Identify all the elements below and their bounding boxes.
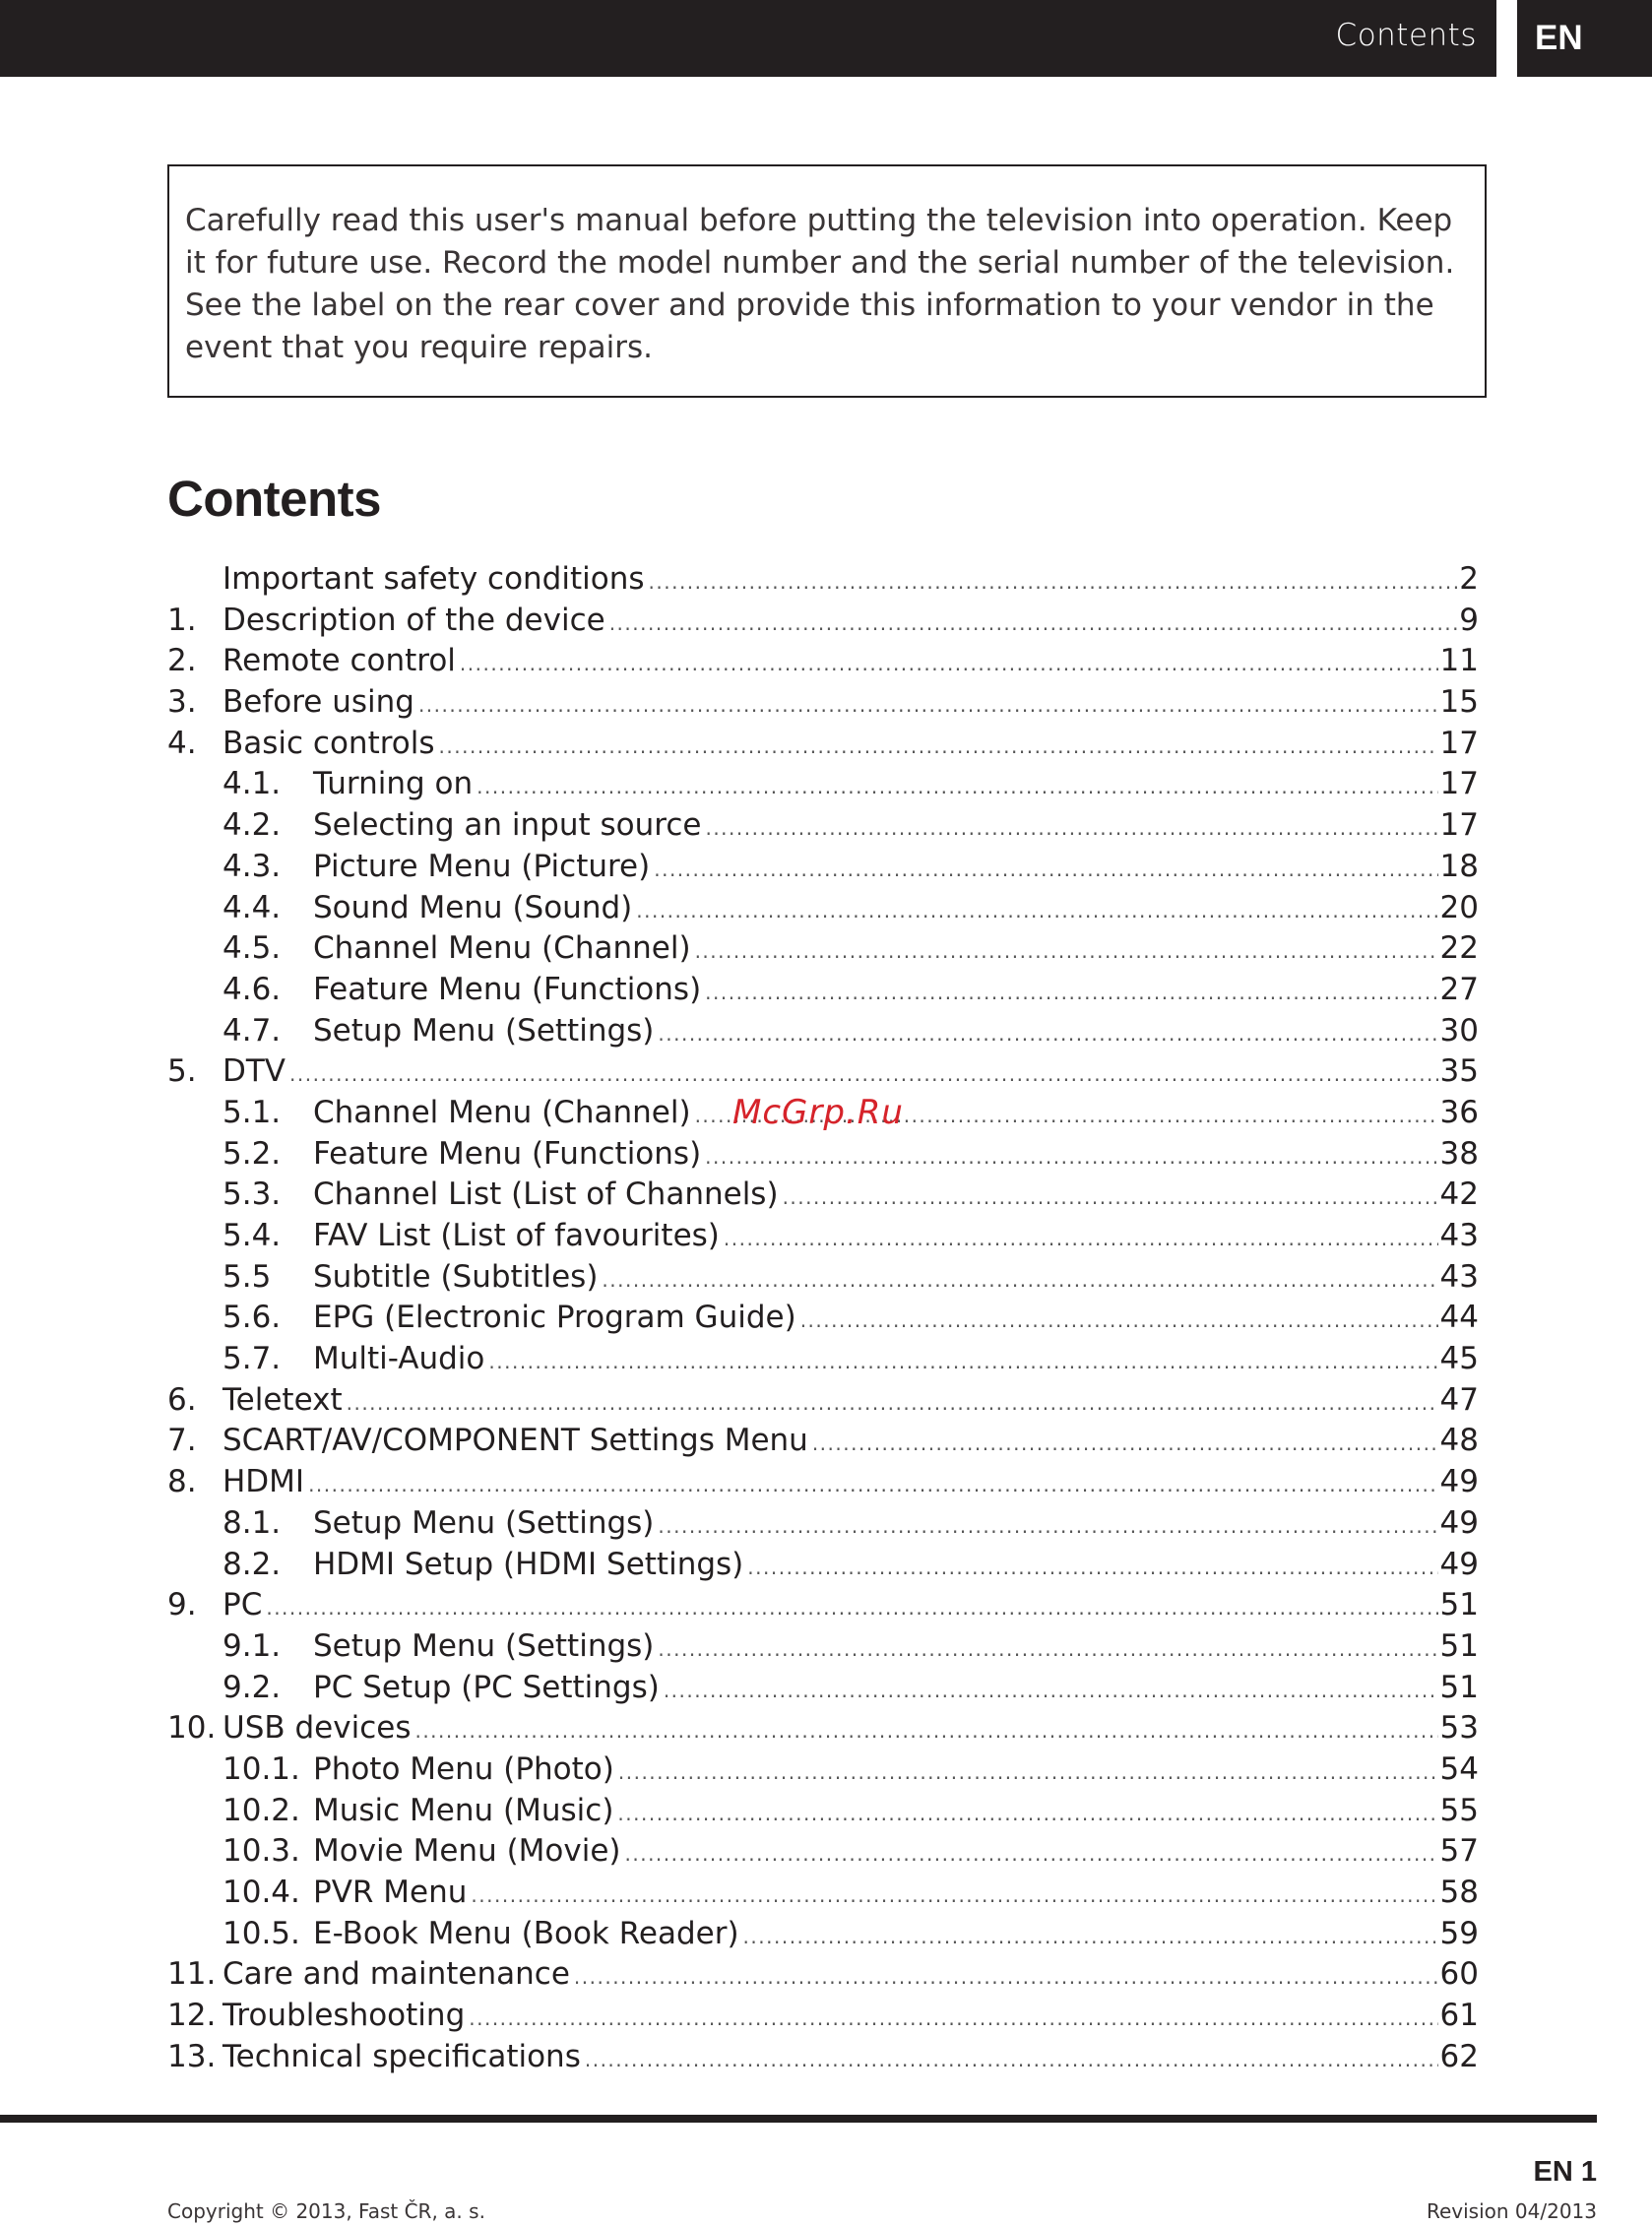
toc-entry-title: Feature Menu (Functions) — [313, 971, 702, 1007]
toc-entry[interactable] — [167, 807, 1479, 849]
toc-entry-title: HDMI Setup (HDMI Settings) — [313, 1546, 744, 1582]
toc-entry-number: 7. — [167, 1423, 197, 1459]
toc-dot-leader — [658, 1637, 1437, 1661]
toc-entry-number: 13. — [167, 2038, 217, 2074]
toc-entry-page: 11 — [1439, 643, 1479, 679]
toc-entry-page: 44 — [1439, 1300, 1479, 1336]
toc-entry-number: 5.7. — [222, 1341, 282, 1377]
toc-entry[interactable] — [167, 930, 1479, 972]
toc-dot-leader — [347, 1391, 1438, 1415]
toc-entry-page: 38 — [1439, 1135, 1479, 1172]
toc-entry-number: 10.4. — [222, 1875, 300, 1910]
toc-dot-leader — [695, 939, 1438, 963]
toc-entry-page: 17 — [1439, 766, 1479, 802]
toc-entry-title: Feature Menu (Functions) — [313, 1135, 702, 1172]
toc-entry-number: 10.3. — [222, 1833, 300, 1870]
toc-entry-number: 4. — [167, 725, 197, 761]
toc-entry-title: Remote control — [222, 643, 456, 679]
toc-entry-number: 5.3. — [222, 1177, 282, 1213]
toc-entry-page: 22 — [1439, 930, 1479, 967]
toc-entry[interactable] — [167, 1464, 1479, 1505]
toc-dot-leader — [414, 1719, 1437, 1743]
toc-entry[interactable] — [167, 1300, 1479, 1341]
footer-divider — [0, 2115, 1597, 2123]
toc-entry-title: Subtitle (Subtitles) — [313, 1258, 599, 1295]
toc-dot-leader — [705, 981, 1437, 1004]
toc-dot-leader — [266, 1596, 1437, 1620]
toc-entry-page: 20 — [1439, 889, 1479, 925]
toc-entry-number: 4.6. — [222, 971, 282, 1007]
toc-dot-leader — [705, 816, 1437, 840]
toc-entry-number: 8.1. — [222, 1504, 282, 1541]
notice-box — [167, 164, 1487, 398]
revision-text: Revision 04/2013 — [1426, 2199, 1597, 2223]
toc-entry-page: 48 — [1439, 1423, 1479, 1459]
toc-entry-page: 58 — [1439, 1875, 1479, 1910]
toc-entry[interactable] — [167, 1875, 1479, 1916]
toc-entry-page: 57 — [1439, 1833, 1479, 1870]
toc-entry-number: 4.5. — [222, 930, 282, 967]
toc-entry[interactable] — [167, 643, 1479, 684]
toc-dot-leader — [747, 1556, 1437, 1579]
toc-entry-number: 2. — [167, 643, 197, 679]
toc-entry[interactable] — [167, 726, 1479, 767]
toc-entry-number: 10.2. — [222, 1792, 300, 1828]
toc-dot-leader — [783, 1185, 1438, 1209]
toc-dot-leader — [649, 570, 1458, 594]
toc-entry-page: 17 — [1439, 725, 1479, 761]
toc-entry-number: 5.5 — [222, 1258, 272, 1295]
toc-entry[interactable] — [167, 972, 1479, 1013]
toc-entry-number: 9.1. — [222, 1627, 282, 1664]
toc-entry-page: 30 — [1439, 1012, 1479, 1049]
toc-entry-page: 51 — [1439, 1587, 1479, 1623]
toc-dot-leader — [488, 1350, 1437, 1373]
toc-entry-title: Setup Menu (Settings) — [313, 1012, 655, 1049]
toc-dot-leader — [439, 734, 1438, 758]
toc-entry-title: Setup Menu (Settings) — [313, 1627, 655, 1664]
toc-entry[interactable] — [167, 1382, 1479, 1424]
toc-entry[interactable] — [167, 1916, 1479, 1957]
toc-entry-title: PVR Menu — [313, 1875, 468, 1910]
toc-entry-page: 61 — [1439, 1998, 1479, 2034]
toc-entry-page: 36 — [1439, 1094, 1479, 1130]
toc-dot-leader — [654, 858, 1437, 881]
toc-entry[interactable] — [167, 1833, 1479, 1875]
toc-entry-title: Technical specifications — [222, 2038, 581, 2074]
table-of-contents — [167, 561, 1479, 2079]
toc-entry-title: Channel Menu (Channel) — [313, 1094, 691, 1130]
toc-entry[interactable] — [167, 1218, 1479, 1259]
toc-entry-page: 43 — [1439, 1258, 1479, 1295]
toc-entry-page: 45 — [1439, 1341, 1479, 1377]
toc-dot-leader — [636, 899, 1437, 922]
toc-dot-leader — [625, 1842, 1438, 1866]
toc-dot-leader — [618, 1760, 1438, 1784]
toc-entry-title: SCART/AV/COMPONENT Settings Menu — [222, 1423, 808, 1459]
toc-entry-number: 4.3. — [222, 848, 282, 884]
toc-dot-leader — [705, 1145, 1437, 1169]
toc-entry-number: 4.4. — [222, 889, 282, 925]
toc-entry[interactable] — [167, 1053, 1479, 1095]
toc-dot-leader — [471, 1883, 1437, 1907]
toc-entry-page: 47 — [1439, 1381, 1479, 1418]
toc-entry-title: Turning on — [313, 766, 474, 802]
toc-entry-title: HDMI — [222, 1464, 305, 1500]
toc-entry-title: Channel Menu (Channel) — [313, 930, 691, 967]
toc-entry[interactable] — [167, 1751, 1479, 1793]
toc-dot-leader — [812, 1431, 1438, 1455]
toc-entry-page: 53 — [1439, 1710, 1479, 1747]
language-tab: EN — [1517, 0, 1652, 77]
toc-entry[interactable] — [167, 1423, 1479, 1464]
toc-entry-number: 12. — [167, 1998, 217, 2034]
toc-dot-leader — [289, 1062, 1438, 1086]
toc-entry-title: Multi-Audio — [313, 1341, 485, 1377]
toc-entry-page: 15 — [1439, 684, 1479, 721]
toc-entry-number: 5. — [167, 1053, 197, 1090]
toc-entry-page: 17 — [1439, 807, 1479, 844]
toc-entry-page: 62 — [1439, 2038, 1479, 2074]
toc-entry[interactable] — [167, 1793, 1479, 1834]
toc-entry-page: 51 — [1439, 1669, 1479, 1705]
toc-entry-number: 4.7. — [222, 1012, 282, 1049]
copyright-text: Copyright © 2013, Fast ČR, a. s. — [167, 2199, 485, 2223]
toc-entry[interactable] — [167, 603, 1479, 644]
toc-entry-page: 49 — [1439, 1546, 1479, 1582]
toc-entry-title: Basic controls — [222, 725, 435, 761]
toc-entry-number: 8.2. — [222, 1546, 282, 1582]
toc-entry-title: PC — [222, 1587, 263, 1623]
toc-dot-leader — [477, 775, 1437, 798]
toc-dot-leader — [418, 693, 1438, 717]
toc-entry-page: 43 — [1439, 1218, 1479, 1253]
toc-entry-number: 9. — [167, 1587, 197, 1623]
toc-entry-page: 54 — [1439, 1750, 1479, 1787]
toc-entry-number: 3. — [167, 684, 197, 721]
toc-entry[interactable] — [167, 1259, 1479, 1301]
toc-entry[interactable] — [167, 561, 1479, 603]
toc-entry[interactable] — [167, 1341, 1479, 1382]
toc-entry-title: Channel List (List of Channels) — [313, 1177, 779, 1213]
section-title: Contents — [1335, 18, 1477, 53]
toc-entry-page: 42 — [1439, 1177, 1479, 1213]
toc-entry-title: EPG (Electronic Program Guide) — [313, 1300, 796, 1336]
toc-dot-leader — [308, 1473, 1437, 1496]
toc-entry-page: 55 — [1439, 1792, 1479, 1828]
toc-entry[interactable] — [167, 1505, 1479, 1547]
toc-entry-page: 49 — [1439, 1464, 1479, 1500]
toc-entry-number: 5.6. — [222, 1300, 282, 1336]
toc-dot-leader — [585, 2048, 1438, 2071]
toc-entry-page: 27 — [1439, 971, 1479, 1007]
watermark: McGrp.Ru — [732, 1093, 904, 1132]
toc-entry[interactable] — [167, 890, 1479, 931]
toc-entry[interactable] — [167, 2039, 1479, 2080]
toc-dot-leader — [658, 1514, 1437, 1538]
toc-entry-title: PC Setup (PC Settings) — [313, 1669, 660, 1705]
toc-entry-title: Photo Menu (Photo) — [313, 1750, 614, 1787]
toc-entry-page: 18 — [1439, 848, 1479, 884]
toc-entry-title: Troubleshooting — [222, 1998, 466, 2034]
toc-entry-number: 4.2. — [222, 807, 282, 844]
toc-entry[interactable] — [167, 766, 1479, 807]
toc-entry[interactable] — [167, 1670, 1479, 1711]
toc-entry-number: 10.5. — [222, 1915, 300, 1951]
toc-entry-page: 59 — [1439, 1915, 1479, 1951]
toc-entry[interactable] — [167, 1998, 1479, 2039]
toc-entry-number: 4.1. — [222, 766, 282, 802]
toc-entry-page: 35 — [1439, 1053, 1479, 1090]
toc-entry-number: 5.2. — [222, 1135, 282, 1172]
toc-dot-leader — [743, 1925, 1438, 1948]
toc-entry[interactable] — [167, 1956, 1479, 1998]
toc-entry-number: 8. — [167, 1464, 197, 1500]
toc-entry-title: Description of the device — [222, 602, 605, 638]
toc-entry-number: 11. — [167, 1956, 217, 1993]
toc-entry-number: 6. — [167, 1381, 197, 1418]
toc-entry[interactable] — [167, 684, 1479, 726]
toc-entry-page: 60 — [1439, 1956, 1479, 1993]
toc-entry[interactable] — [167, 1710, 1479, 1751]
toc-entry[interactable] — [167, 1547, 1479, 1588]
toc-entry-title: Picture Menu (Picture) — [313, 848, 651, 884]
toc-entry-title: DTV — [222, 1053, 286, 1090]
toc-entry-page: 9 — [1459, 602, 1479, 638]
toc-dot-leader — [658, 1022, 1437, 1046]
toc-entry-title: Selecting an input source — [313, 807, 702, 844]
toc-entry-title: Teletext — [222, 1381, 343, 1418]
notice-text: Carefully read this user's manual before putting the television into operation. Keep it for future use. Record the model number and the serial number of the television. See the label on the rear cover and provide this information to your vendor in the event that you require repairs. — [185, 203, 1455, 365]
toc-entry-number: 10.1. — [222, 1750, 300, 1787]
toc-entry[interactable] — [167, 1177, 1479, 1218]
toc-entry-title: Care and maintenance — [222, 1956, 570, 1993]
toc-dot-leader — [617, 1802, 1437, 1825]
toc-dot-leader — [602, 1268, 1437, 1292]
toc-dot-leader — [574, 1965, 1438, 1989]
toc-dot-leader — [460, 652, 1438, 675]
toc-entry-title: Music Menu (Music) — [313, 1792, 614, 1828]
page-number: EN 1 — [1533, 2156, 1597, 2188]
toc-dot-leader — [664, 1679, 1438, 1702]
toc-entry-page: 51 — [1439, 1627, 1479, 1664]
toc-entry-title: Before using — [222, 684, 414, 721]
contents-heading: Contents — [167, 471, 381, 527]
toc-dot-leader — [469, 2006, 1437, 2030]
toc-entry-number: 5.4. — [222, 1218, 282, 1253]
toc-dot-leader — [800, 1308, 1438, 1332]
toc-entry-title: Movie Menu (Movie) — [313, 1833, 621, 1870]
toc-entry[interactable] — [167, 1013, 1479, 1054]
toc-entry-title: Setup Menu (Settings) — [313, 1504, 655, 1541]
toc-entry-title: Important safety conditions — [222, 561, 645, 597]
toc-entry-number: 9.2. — [222, 1669, 282, 1705]
toc-dot-leader — [609, 611, 1458, 635]
toc-entry[interactable] — [167, 1587, 1479, 1628]
toc-entry-page: 2 — [1459, 561, 1479, 597]
header-bar — [0, 0, 1496, 77]
toc-entry-number: 5.1. — [222, 1094, 282, 1130]
toc-entry-title: E-Book Menu (Book Reader) — [313, 1915, 739, 1951]
toc-entry[interactable] — [167, 1136, 1479, 1177]
toc-dot-leader — [724, 1227, 1438, 1250]
toc-entry-page: 49 — [1439, 1504, 1479, 1541]
toc-entry-number: 10. — [167, 1710, 217, 1747]
toc-entry-number: 1. — [167, 602, 197, 638]
toc-entry[interactable] — [167, 1628, 1479, 1670]
toc-entry-title: USB devices — [222, 1710, 412, 1747]
toc-entry-title: Sound Menu (Sound) — [313, 889, 633, 925]
toc-entry-title: FAV List (List of favourites) — [313, 1218, 720, 1253]
toc-entry[interactable] — [167, 849, 1479, 890]
